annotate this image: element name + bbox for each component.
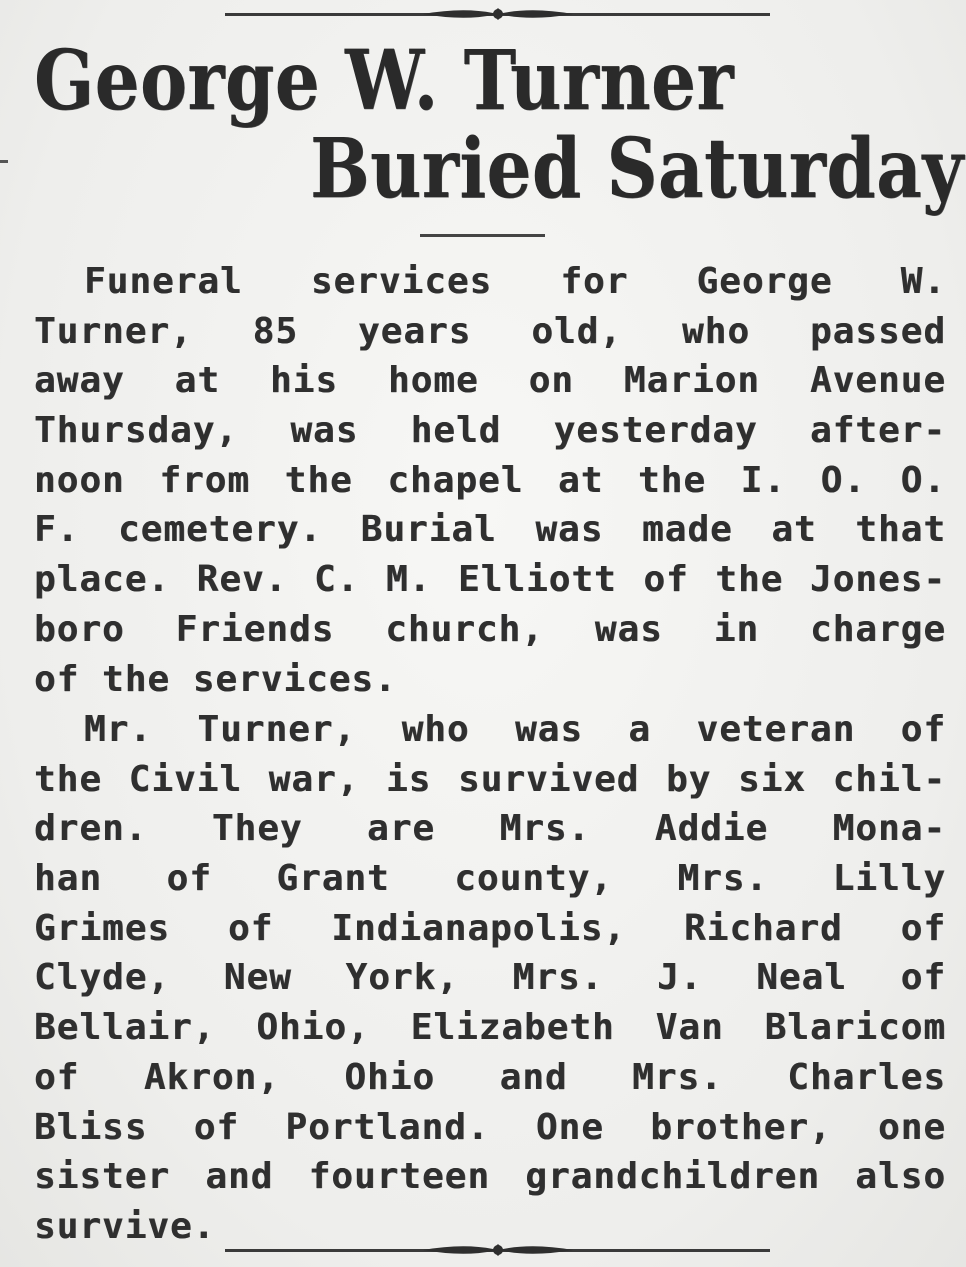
bottom-ornamental-rule xyxy=(225,1240,770,1260)
edge-mark xyxy=(0,160,8,163)
article-paragraph-2 xyxy=(34,705,946,1252)
article-line: noon from the chapel at the I. O. O. xyxy=(34,459,946,501)
article-line: Grimes of Indianapolis, Richard of xyxy=(34,907,946,949)
article-line: of Akron, Ohio and Mrs. Charles xyxy=(34,1056,946,1098)
article-line: of the services. xyxy=(34,658,397,700)
article-line: Bellair, Ohio, Elizabeth Van Blaricom xyxy=(34,1007,946,1049)
article-line: Turner, 85 years old, who passed xyxy=(34,310,946,352)
article-line: Funeral services for George W. xyxy=(84,261,946,302)
article-line: boro Friends church, was in charge xyxy=(34,608,946,650)
article-line: Clyde, New York, Mrs. J. Neal of xyxy=(34,957,946,999)
top-ornamental-rule xyxy=(225,4,770,24)
article-line: away at his home on Marion Avenue xyxy=(34,360,946,402)
rule-ornament-icon xyxy=(423,7,573,21)
rule-ornament-icon xyxy=(423,1243,573,1257)
article-line: the Civil war, is survived by six chil- xyxy=(34,758,946,800)
article-line: dren. They are Mrs. Addie Mona- xyxy=(34,808,946,850)
article-line: F. cemetery. Burial was made at that xyxy=(34,509,946,551)
headline-line-1: George W. Turner xyxy=(34,33,734,129)
article-line: survive. xyxy=(34,1205,216,1247)
article-line: Mr. Turner, who was a veteran of xyxy=(84,709,946,750)
article-line: han of Grant county, Mrs. Lilly xyxy=(34,858,946,900)
article-line: place. Rev. C. M. Elliott of the Jones- xyxy=(34,559,946,601)
article-line: Thursday, was held yesterday after- xyxy=(34,410,946,452)
headline-line-2: Buried Saturday xyxy=(310,121,964,217)
headline-divider xyxy=(420,234,545,237)
article-line: Bliss of Portland. One brother, one xyxy=(34,1106,946,1148)
article-line: sister and fourteen grandchildren also xyxy=(34,1156,946,1198)
article-paragraph-1 xyxy=(34,257,946,704)
